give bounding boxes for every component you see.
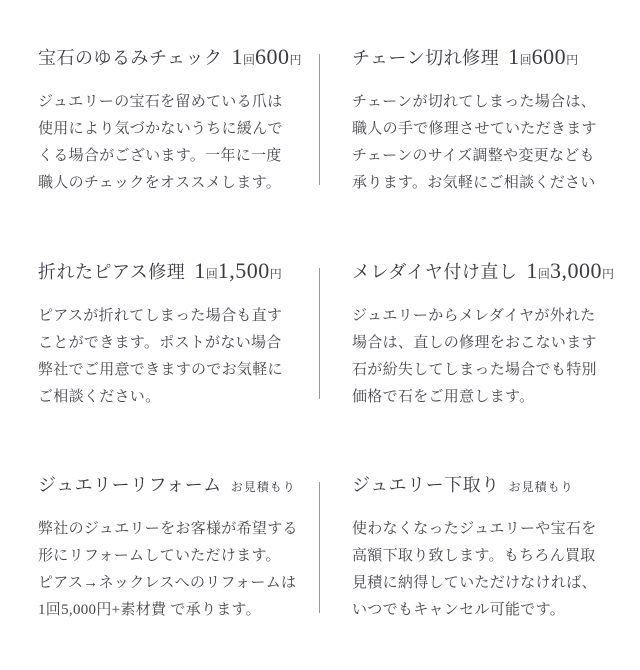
service-description: ジュエリーからメレダイヤが外れた 場合は、直しの修理をおこないます 石が紛失してしまった場合でも特別 価格で石をご用意します。 bbox=[352, 308, 597, 405]
service-heading bbox=[38, 474, 319, 498]
service-title: 宝石のゆるみチェック bbox=[38, 48, 223, 68]
service-description: 使わなくなったジュエリーや宝石を 高額下取り致します。もちろん買取 見積に納得していただけなければ、 いつでもキャンセル可能です。 bbox=[352, 521, 597, 618]
service-card-trade-in bbox=[320, 474, 640, 622]
service-title: ジュエリー下取り bbox=[352, 475, 500, 495]
service-heading bbox=[38, 260, 319, 285]
service-description: 弊社のジュエリーをお客様が希望する 形にリフォームしていただけます。 ピアス→ネックレスへのリフォームは 1回5,000円+素材費 で承ります。 bbox=[38, 521, 298, 618]
service-price: 1回600円 bbox=[508, 44, 579, 69]
service-title: ジュエリーリフォーム bbox=[38, 475, 222, 495]
service-heading bbox=[352, 46, 640, 71]
service-price-note: お見積もり bbox=[230, 480, 296, 494]
service-heading bbox=[352, 474, 640, 498]
service-price: 1回3,000円 bbox=[526, 258, 614, 283]
service-card-melee-diamond bbox=[320, 260, 640, 408]
service-price-note: お見積もり bbox=[508, 480, 574, 494]
service-description: チェーンが切れてしまった場合は、 職人の手で修理させていただきます チェーンのサイズ調整や変更なども 承ります。お気軽にご相談ください bbox=[352, 94, 597, 191]
service-title: メレダイヤ付け直し bbox=[352, 262, 518, 282]
service-row-3 bbox=[0, 474, 640, 622]
service-heading bbox=[38, 46, 319, 71]
service-card-chain-repair bbox=[320, 46, 640, 194]
service-card-gem-check bbox=[0, 46, 319, 194]
service-card-reform bbox=[0, 474, 319, 622]
service-row-2 bbox=[0, 260, 640, 408]
service-description: ジュエリーの宝石を留めている爪は 使用により気づかないうちに緩んで くる場合がございます。一年に一度 職人のチェックをオススメします。 bbox=[38, 94, 283, 191]
service-price: 1回1,500円 bbox=[194, 258, 282, 283]
service-card-pierce-repair bbox=[0, 260, 319, 408]
service-row-1 bbox=[0, 46, 640, 194]
service-description: ピアスが折れてしまった場合も直す ことができます。ポストがない場合 弊社でご用意できますのでお気軽に ご相談ください。 bbox=[38, 308, 283, 405]
service-heading bbox=[352, 260, 640, 285]
service-title: チェーン切れ修理 bbox=[352, 48, 500, 68]
service-title: 折れたピアス修理 bbox=[38, 262, 186, 282]
service-price: 1回600円 bbox=[231, 44, 302, 69]
